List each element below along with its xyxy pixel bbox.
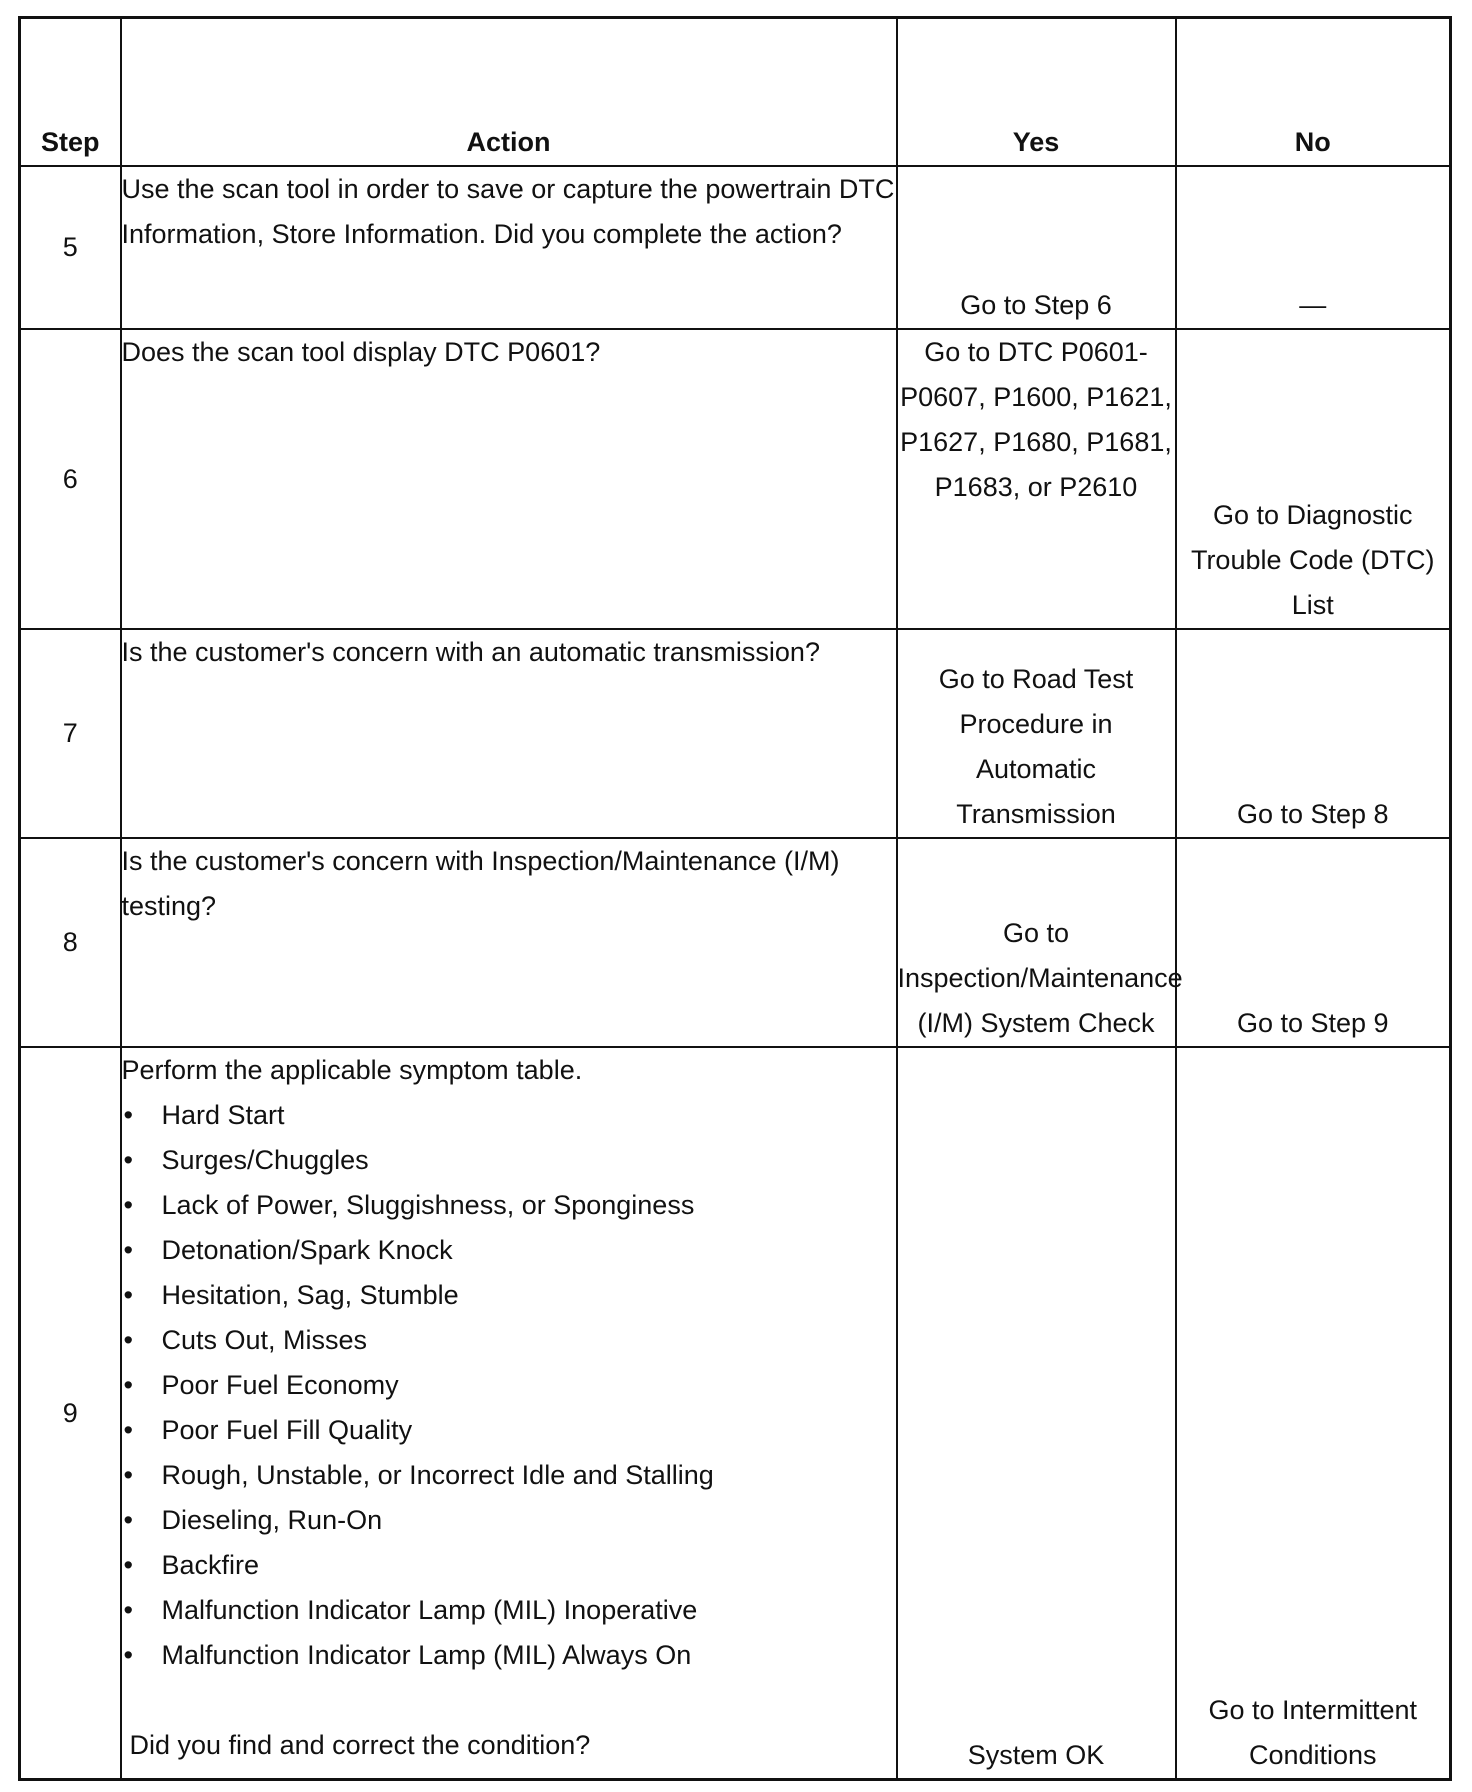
symptom-item (122, 1363, 896, 1408)
table-row (20, 166, 1451, 329)
bullet-icon: • (123, 1100, 133, 1130)
action-symptom-list (121, 1047, 897, 1780)
symptom-label: Malfunction Indicator Lamp (MIL) Always On (161, 1640, 692, 1670)
diagnostic-table (18, 16, 1452, 1781)
table-row (20, 329, 1451, 629)
symptom-label: Poor Fuel Fill Quality (161, 1415, 413, 1445)
symptom-item (122, 1453, 896, 1498)
yes-result: Go to Inspection/Maintenance (I/M) System Check (897, 838, 1176, 1047)
symptom-label: Detonation/Spark Knock (161, 1235, 453, 1265)
no-result: — (1176, 166, 1451, 329)
bullet-icon: • (123, 1190, 133, 1220)
symptom-item (122, 1408, 896, 1453)
bullet-icon: • (123, 1595, 133, 1625)
action-question: Did you find and correct the condition? (129, 1730, 591, 1760)
symptom-item (122, 1093, 896, 1138)
step-number: 8 (20, 838, 121, 1047)
header-no: No (1176, 18, 1451, 167)
table-row (20, 629, 1451, 838)
bullet-icon: • (123, 1145, 133, 1175)
action-text: Use the scan tool in order to save or capture the powertrain DTC Information, Store Information. Did you complete the action? (121, 166, 897, 329)
yes-result: Go to Step 6 (897, 166, 1176, 329)
symptom-label: Hard Start (161, 1100, 285, 1130)
symptom-label: Lack of Power, Sluggishness, or Sponginess (161, 1190, 695, 1220)
step-number: 6 (20, 329, 121, 629)
table-row (20, 838, 1451, 1047)
action-intro: Perform the applicable symptom table. (121, 1055, 583, 1085)
header-yes: Yes (897, 18, 1176, 167)
bullet-icon: • (123, 1280, 133, 1310)
symptom-item (122, 1633, 896, 1678)
symptom-item (122, 1273, 896, 1318)
symptom-item (122, 1318, 896, 1363)
action-text: Does the scan tool display DTC P0601? (121, 329, 897, 629)
no-result: Go to Intermittent Conditions (1176, 1047, 1451, 1780)
symptom-item (122, 1183, 896, 1228)
header-action: Action (121, 18, 897, 167)
symptom-item (122, 1588, 896, 1633)
bullet-icon: • (123, 1550, 133, 1580)
yes-result: Go to DTC P0601-P0607, P1600, P1621, P1627, P1680, P1681, P1683, or P2610 (897, 329, 1176, 629)
action-text: Is the customer's concern with Inspection/Maintenance (I/M) testing? (121, 838, 897, 1047)
step-number: 9 (20, 1047, 121, 1780)
header-row (20, 18, 1451, 167)
bullet-icon: • (123, 1235, 133, 1265)
symptom-item (122, 1498, 896, 1543)
symptom-item (122, 1138, 896, 1183)
symptom-item (122, 1543, 896, 1588)
bullet-icon: • (123, 1325, 133, 1355)
symptom-item (122, 1228, 896, 1273)
no-result: Go to Step 9 (1176, 838, 1451, 1047)
symptom-label: Poor Fuel Economy (161, 1370, 399, 1400)
yes-result: Go to Road Test Procedure in Automatic Transmission (897, 629, 1176, 838)
symptom-label: Cuts Out, Misses (161, 1325, 368, 1355)
no-result: Go to Step 8 (1176, 629, 1451, 838)
no-result: Go to Diagnostic Trouble Code (DTC) List (1176, 329, 1451, 629)
bullet-icon: • (123, 1460, 133, 1490)
table-row (20, 1047, 1451, 1780)
yes-result: System OK (897, 1047, 1176, 1780)
step-number: 5 (20, 166, 121, 329)
symptom-label: Dieseling, Run-On (161, 1505, 383, 1535)
symptom-label: Hesitation, Sag, Stumble (161, 1280, 459, 1310)
bullet-icon: • (123, 1415, 133, 1445)
bullet-icon: • (123, 1370, 133, 1400)
symptom-label: Malfunction Indicator Lamp (MIL) Inoperative (161, 1595, 698, 1625)
step-number: 7 (20, 629, 121, 838)
symptom-list (122, 1093, 896, 1678)
header-step: Step (20, 18, 121, 167)
symptom-label: Rough, Unstable, or Incorrect Idle and Stalling (161, 1460, 714, 1490)
bullet-icon: • (123, 1640, 133, 1670)
bullet-icon: • (123, 1505, 133, 1535)
symptom-label: Backfire (161, 1550, 260, 1580)
symptom-label: Surges/Chuggles (161, 1145, 369, 1175)
action-text: Is the customer's concern with an automatic transmission? (121, 629, 897, 838)
